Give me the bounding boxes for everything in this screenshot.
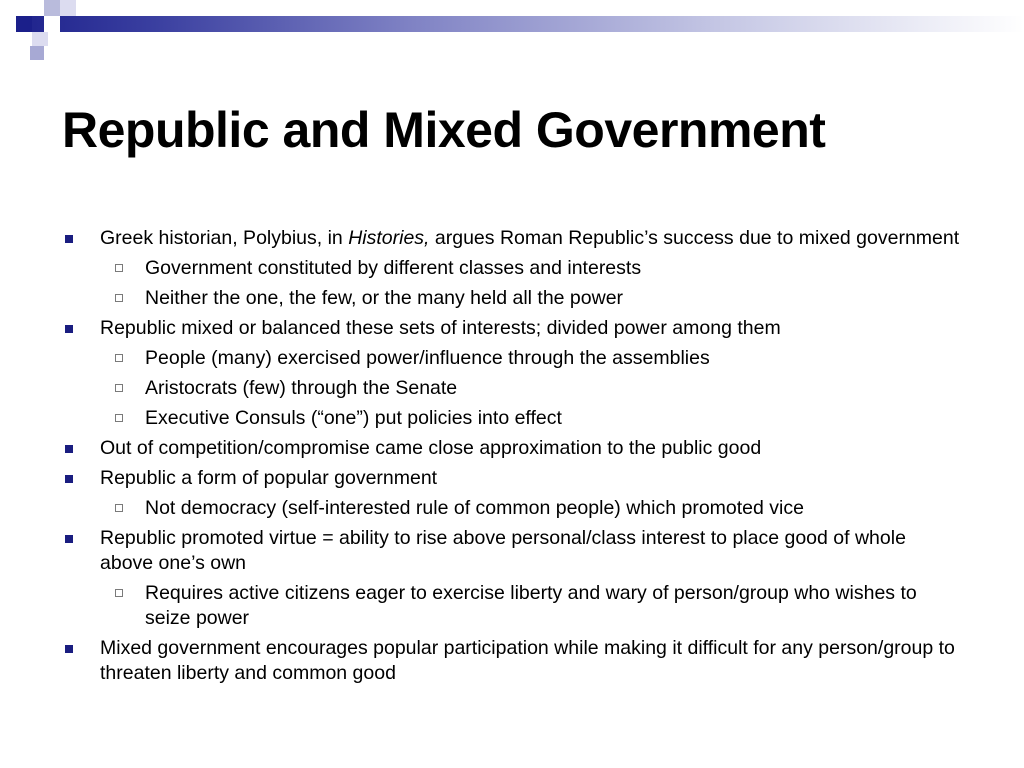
bullet-text: Greek historian, Polybius, in	[100, 227, 349, 249]
sub-bullet-item	[145, 346, 960, 371]
filled-square-icon	[65, 445, 73, 453]
sub-bullet-text: Government constituted by different classes and interests	[145, 257, 642, 279]
hollow-square-icon	[115, 504, 123, 512]
bullet-text: Republic mixed or balanced these sets of interests; divided power among them	[100, 317, 781, 339]
bullet-text: Republic promoted virtue = ability to rise above personal/class interest to place good of whole above one’s own	[100, 527, 906, 574]
header-gradient-bar	[0, 16, 1024, 32]
header-square-decoration	[30, 46, 44, 60]
bullet-item	[100, 316, 960, 341]
hollow-square-icon	[115, 589, 123, 597]
header-square-decoration	[44, 16, 60, 32]
filled-square-icon	[65, 235, 73, 243]
filled-square-icon	[65, 325, 73, 333]
sub-bullet-item	[145, 376, 960, 401]
header-square-decoration	[44, 0, 60, 16]
bullet-item	[100, 466, 960, 491]
hollow-square-icon	[115, 264, 123, 272]
bullet-item	[100, 226, 960, 251]
sub-bullet-item	[145, 256, 960, 281]
sub-bullet-item	[145, 496, 960, 521]
bullet-item	[100, 436, 960, 461]
filled-square-icon	[65, 475, 73, 483]
bullet-list	[0, 226, 1024, 691]
header-square-decoration	[60, 32, 76, 46]
bullet-text: argues Roman Republic’s success due to mixed government	[429, 227, 960, 249]
header-square-decoration	[16, 16, 32, 32]
sub-bullet-item	[145, 286, 960, 311]
sub-bullet-item	[145, 581, 960, 631]
bullet-text: Out of competition/compromise came close approximation to the public good	[100, 437, 762, 459]
hollow-square-icon	[115, 354, 123, 362]
filled-square-icon	[65, 645, 73, 653]
bullet-item	[100, 636, 960, 686]
sub-bullet-text: Executive Consuls (“one”) put policies into effect	[145, 407, 562, 429]
bullet-text: Mixed government encourages popular participation while making it difficult for any person/group to threaten liberty and common good	[100, 637, 955, 684]
sub-bullet-text: Requires active citizens eager to exercise liberty and wary of person/group who wishes to seize power	[145, 582, 917, 629]
bullet-item	[100, 526, 960, 576]
bullet-text: Republic a form of popular government	[100, 467, 438, 489]
sub-bullet-text: Not democracy (self-interested rule of common people) which promoted vice	[145, 497, 804, 519]
sub-bullet-text: People (many) exercised power/influence through the assemblies	[145, 347, 710, 369]
hollow-square-icon	[115, 384, 123, 392]
sub-bullet-text: Aristocrats (few) through the Senate	[145, 377, 458, 399]
header-square-decoration	[60, 0, 76, 16]
sub-bullet-text: Neither the one, the few, or the many held all the power	[145, 287, 624, 309]
header-square-decoration	[0, 16, 16, 32]
hollow-square-icon	[115, 414, 123, 422]
filled-square-icon	[65, 535, 73, 543]
header-square-decoration	[32, 32, 48, 46]
book-title: Histories,	[348, 227, 430, 249]
slide-title: Republic and Mixed Government	[62, 102, 826, 158]
sub-bullet-item	[145, 406, 960, 431]
hollow-square-icon	[115, 294, 123, 302]
